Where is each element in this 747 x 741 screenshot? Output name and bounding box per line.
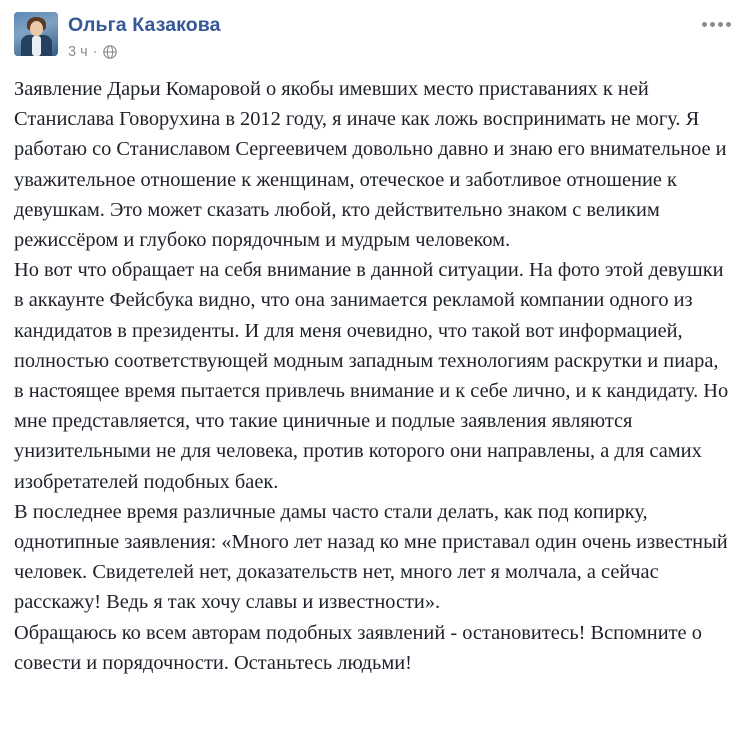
post-meta [68, 44, 221, 60]
post-timestamp[interactable]: 3 ч [68, 44, 88, 60]
dot [702, 22, 707, 27]
post-paragraph: Но вот что обращает на себя внимание в данной ситуации. На фото этой девушки в аккаунте Фейсбука видно, что она занимается рекламой компании одного из кандидатов в президенты. И для меня очевидно, что такой вот информацией, полностью соответствующей модным западным технологиям раскрутки и пиара, в настоящее время пытается привлечь внимание и к себе лично, и к кандидату. Но мне представляется, что такие циничные и подлые заявления являются унизительными не для человека, против которого они направлены, а для самих изобретателей подобных баек. [14, 259, 729, 493]
author-name-link[interactable]: Ольга Казакова [68, 14, 221, 36]
post-paragraph: Обращаюсь ко всем авторам подобных заявлений - остановитесь! Вспомните о совести и порядочности. Останьтесь людьми! [14, 621, 702, 674]
post-body [0, 64, 747, 678]
dot [726, 22, 731, 27]
post-paragraph: В последнее время различные дамы часто стали делать, как под копирку, однотипные заявления: «Много лет назад ко мне приставал один очень известный человек. Свидетелей нет, доказательств нет, много лет я молчала, а сейчас расскажу! Ведь я так хочу славы и известности». [14, 500, 728, 614]
globe-icon[interactable] [103, 45, 117, 59]
meta-separator: · [92, 44, 98, 60]
dot [710, 22, 715, 27]
avatar-shirt [32, 36, 41, 56]
post-paragraph: Заявление Дарьи Комаровой о якобы имевших место приставаниях к ней Станислава Говорухина в 2012 году, я иначе как ложь воспринимать не могу. Я работаю со Станиславом Сергеевичем довольно давно и знаю его внимательное и уважительное отношение к женщинам, отеческое и заботливое отношение к девушкам. Это может сказать любой, кто действительно знаком с великим режиссёром и глубоко порядочным и мудрым человеком. [14, 78, 727, 252]
post-header [0, 0, 747, 64]
avatar-face [30, 21, 43, 36]
post-header-text [68, 12, 221, 60]
dot [718, 22, 723, 27]
author-avatar[interactable] [14, 12, 58, 56]
more-options-icon[interactable] [702, 22, 731, 27]
